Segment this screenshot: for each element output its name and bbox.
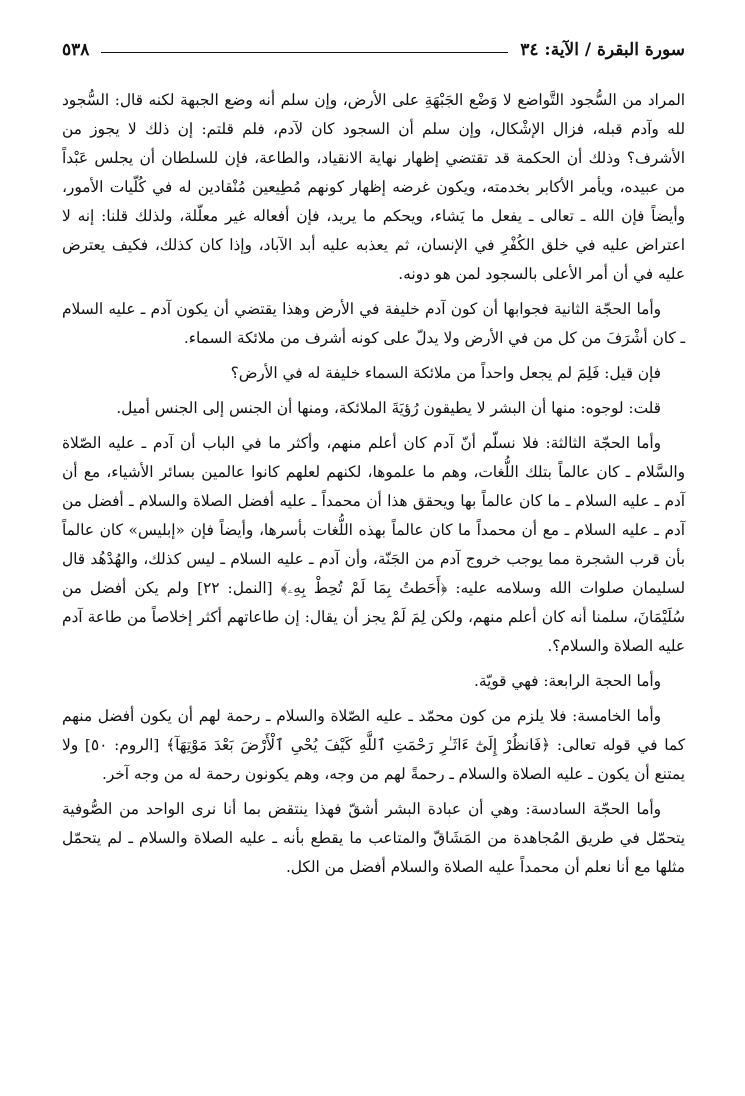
- page-number: ٥٣٨: [62, 40, 90, 60]
- paragraph-8: وأما الحجّة السادسة: وهي أن عبادة البشر أشقّ فهذا ينتقض بما أنا نرى الواحد من الصُّوفية يتحمّل في طريق المُجاهدة من المَشَاقّ والمتاعب ما يقطع بأنه ـ عليه الصلاة والسلام ـ لم يتحمّل مثلها مع أنا نعلم أن محمداً عليه الصلاة والسلام أفضل من الكل.: [62, 800, 685, 876]
- page-body: [62, 86, 685, 882]
- paragraph-7: وأما الخامسة: فلا يلزم من كون محمّد ـ عليه الصّلاة والسلام ـ رحمة لهم أن يكون أفضل منهم كما في قوله تعالى: ﴿فَانظُرْ إِلَىٰٓ ءَاثَـٰرِ رَحْمَتِ ٱللَّهِ كَيْفَ يُحْىِ ٱلْأَرْضَ بَعْدَ مَوْتِهَآ﴾ [الروم: ٥٠] ولا يمتنع أن يكون ـ عليه الصلاة والسلام ـ رحمةً لهم من وجه، وهم يكونون رحمة له من وجه آخر.: [62, 707, 685, 783]
- surah-reference: سورة البقرة / الآية: ٣٤: [520, 40, 685, 60]
- header-rule: [101, 52, 508, 53]
- paragraph-1: المراد من السُّجود التَّواضع لا وَضْع الجَبْهَةِ على الأرض، وإن سلم أنه وضع الجبهة لكنه قال: السُّجود لله وآدم قبله، فزال الإشْكال، وإن سلم أن السجود كان لآدم، فلم قلتم: إن ذلك لا يجوز من الأشرف؟ وذلك أن الحكمة قد تقتضي إظهار نهاية الانقياد، والطاعة، فإن للسلطان أن يجلس عَبْداً من عبيده، ويأمر الأكابر بخدمته، ويكون غرضه إظهار كونهم مُطِيعين مُنْقادين له في كُلّيات الأمور، وأيضاً فإن الله ـ تعالى ـ يفعل ما يَشاء، ويحكم ما يريد، فإن أفعاله غير معلّلة، ولذلك قلنا: إنه لا اعتراض عليه في خلق الكُفْرِ في الإنسان، ثم يعذبه عليه أبد الآباد، وإذا كان كذلك، فكيف يعترض عليه في أن أمر الأعلى بالسجود لمن هو دونه.: [62, 91, 685, 283]
- paragraph-2: وأما الحجّة الثانية فجوابها أن كون آدم خليفة في الأرض وهذا يقتضي أن يكون آدم ـ عليه السلام ـ كان أشْرَفَ من كل من في الأرض ولا يدلّ على كونه أشرف من ملائكة السماء.: [62, 300, 685, 347]
- paragraph-4: قلت: لوجوه: منها أن البشر لا يطيقون رُؤيَةَ الملائكة، ومنها أن الجنس إلى الجنس أميل.: [116, 399, 661, 417]
- paragraph-3: فإن قيل: فَلِمَ لم يجعل واحداً من ملائكة السماء خليفة له في الأرض؟: [230, 364, 661, 382]
- page-header: [62, 36, 685, 64]
- paragraph-6: وأما الحجة الرابعة: فهي قويّة.: [473, 672, 661, 690]
- paragraph-5: وأما الحجّة الثالثة: فلا نسلّم أنّ آدم كان أعلم منهم، وأكثر ما في الباب أن آدم ـ عليه الصّلاة والسَّلام ـ كان عالماً بتلك اللُّغات، وهم ما علموها، لكنهم لعلهم كانوا عالمين بسائر الأشياء، مع أن آدم ـ عليه السلام ـ ما كان عالماً بها ويحقق هذا أن محمداً ـ عليه أفضل الصلاة والسلام ـ أفضل من آدم ـ عليه السلام ـ مع أن محمداً ما كان عالماً بهذه اللُّغات بأسرها، وأيضاً فإن «إبليس» كان عالماً بأن قرب الشجرة مما يوجب خروج آدم من الجَنّة، وأن آدم ـ عليه السلام ـ ليس كذلك، والهُدْهُد قال لسليمان صلوات الله وسلامه عليه: ﴿أَحَطتُ بِمَا لَمْ تُحِطْ بِهِۦ﴾ [النمل: ٢٢] ولم يكن أفضل من سُلَيْمَانَ، سلمنا أنه كان أعلم منهم، ولكن لِمَ لَمْ يجز أن يقال: إن طاعاتهم أكثر إخلاصاً من طاعة آدم عليه الصلاة والسلام؟.: [62, 434, 686, 655]
